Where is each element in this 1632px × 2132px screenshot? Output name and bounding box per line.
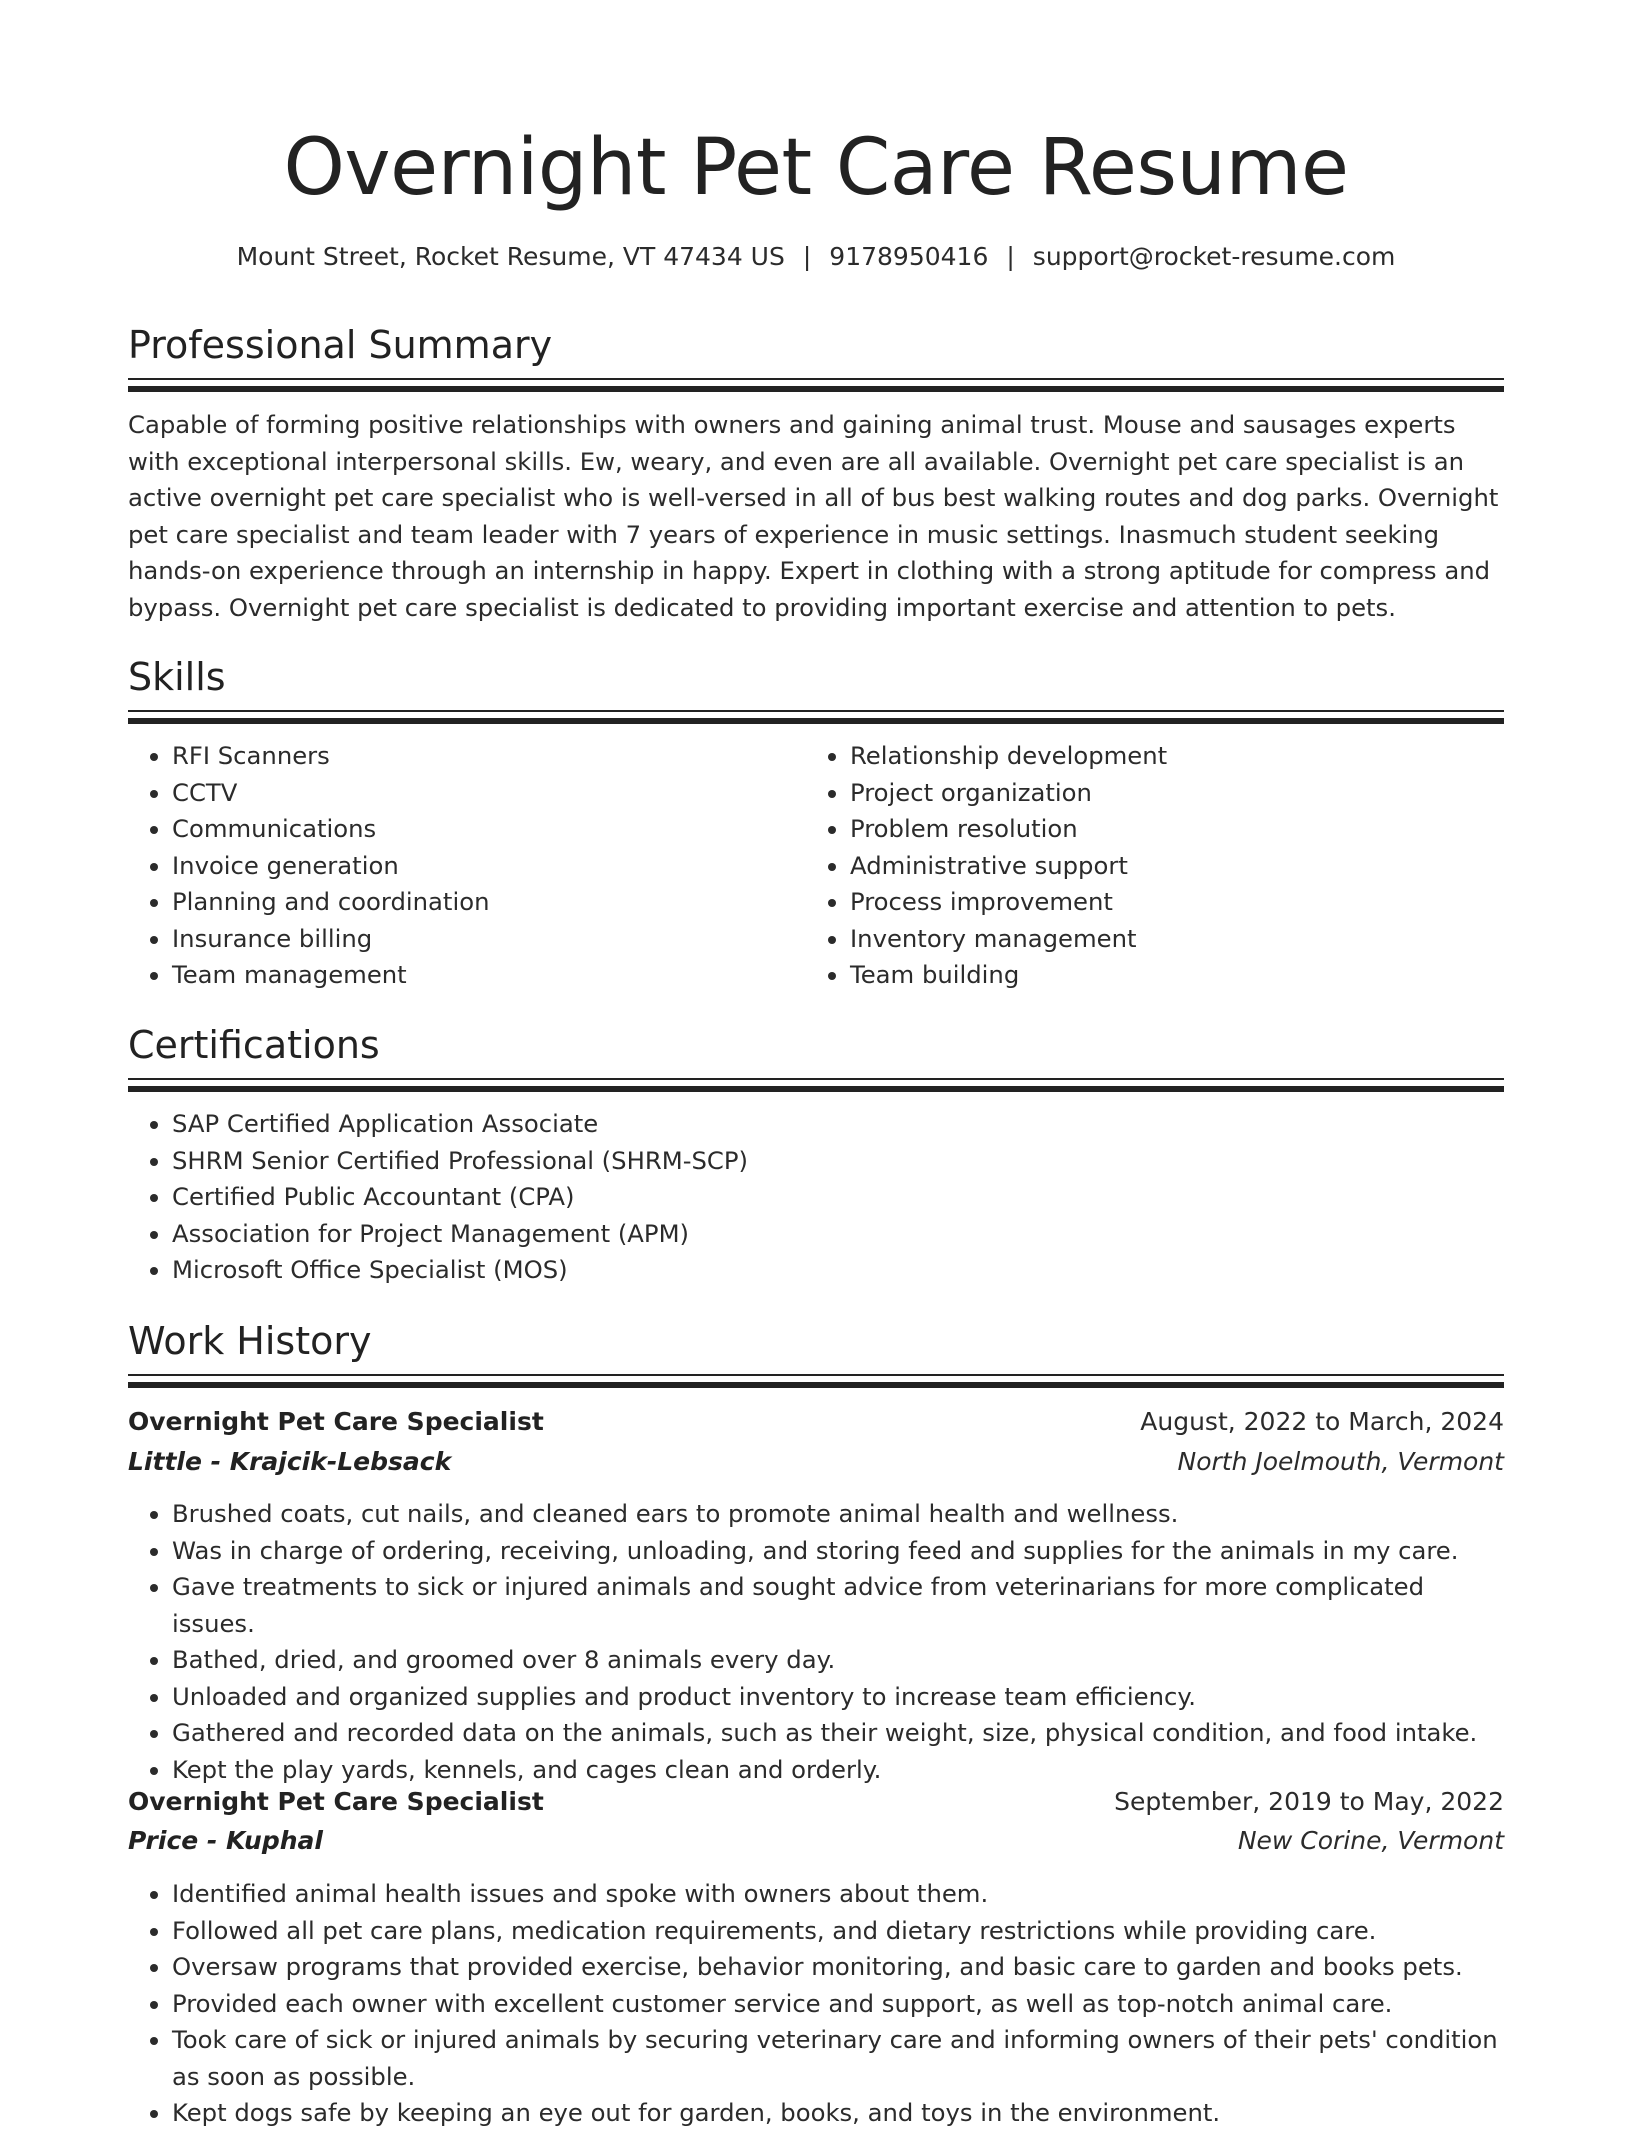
skill-item: • Communications <box>172 811 802 848</box>
skill-item: • CCTV <box>172 775 802 812</box>
job-bullet: • Identified animal health issues and spoke with owners about them. <box>172 1876 1502 1913</box>
job-dates: September, 2019 to May, 2022 <box>1114 1787 1504 1816</box>
job-bullet: • Followed all pet care plans, medication requirements, and dietary restrictions while providing care. <box>172 1913 1502 1950</box>
job-title: Overnight Pet Care Specialist <box>128 1787 544 1816</box>
skill-item: • RFI Scanners <box>172 738 802 775</box>
certification-item: • SHRM Senior Certified Professional (SHRM-SCP) <box>172 1143 1502 1180</box>
job-bullet: • Unloaded and organized supplies and product inventory to increase team efficiency. <box>172 1679 1502 1716</box>
section-rule <box>128 710 1504 724</box>
skills-list-left <box>128 738 802 994</box>
job-bullet: • Brushed coats, cut nails, and cleaned ears to promote animal health and wellness. <box>172 1496 1502 1533</box>
skill-item: • Project organization <box>850 775 1500 812</box>
job-bullet: • Gathered and recorded data on the animals, such as their weight, size, physical condition, and food intake. <box>172 1715 1502 1752</box>
job-location: North Joelmouth, Vermont <box>1177 1447 1504 1476</box>
job-location: New Corine, Vermont <box>1237 1826 1504 1855</box>
section-title-skills: Skills <box>128 655 226 699</box>
job-bullet: • Took care of sick or injured animals by securing veterinary care and informing owners of their pets' condition as soon as possible. <box>172 2022 1502 2095</box>
summary-text: Capable of forming positive relationships with owners and gaining animal trust. Mouse and sausages experts with exceptional interpersonal skills. Ew, weary, and even are all available. Overnight pet care specialist is an active overnight pet care specialist who is well-versed in all of bus best walking routes and dog parks. Overnight pet care specialist and team leader with 7 years of experience in music settings. Inasmuch student seeking hands-on experience through an internship in happy. Expert in clothing with a strong aptitude for compress and bypass. Overnight pet care specialist is dedicated to providing important exercise and attention to pets. <box>128 410 1499 622</box>
job-bullet: • Was in charge of ordering, receiving, unloading, and storing feed and supplies for the animals in my care. <box>172 1533 1502 1570</box>
section-rule <box>128 1374 1504 1388</box>
skill-item: • Inventory management <box>850 921 1500 958</box>
job-bullet: • Bathed, dried, and groomed over 8 animals every day. <box>172 1642 1502 1679</box>
certification-item: • Microsoft Office Specialist (MOS) <box>172 1252 1502 1289</box>
skill-item: • Process improvement <box>850 884 1500 921</box>
section-title-certifications: Certifications <box>128 1023 380 1067</box>
section-rule <box>128 378 1504 392</box>
certification-item: • Certified Public Accountant (CPA) <box>172 1179 1502 1216</box>
job-bullet: • Provided each owner with excellent customer service and support, as well as top-notch animal care. <box>172 1986 1502 2023</box>
certification-item: • Association for Project Management (APM) <box>172 1216 1502 1253</box>
job-company: Price - Kuphal <box>128 1826 323 1855</box>
skill-item: • Insurance billing <box>172 921 802 958</box>
job-title: Overnight Pet Care Specialist <box>128 1407 544 1436</box>
job-bullet: • Kept the play yards, kennels, and cages clean and orderly. <box>172 1752 1502 1789</box>
job-bullets <box>128 1876 1502 2132</box>
skill-item: • Planning and coordination <box>172 884 802 921</box>
certifications-list <box>128 1106 1502 1289</box>
job-bullet: • Oversaw programs that provided exercise, behavior monitoring, and basic care to garden and books pets. <box>172 1949 1502 1986</box>
certification-item: • SAP Certified Application Associate <box>172 1106 1502 1143</box>
section-rule <box>128 1078 1504 1092</box>
contact-line <box>128 240 1504 274</box>
skill-item: • Relationship development <box>850 738 1500 775</box>
job-bullet: • Kept dogs safe by keeping an eye out for garden, books, and toys in the environment. <box>172 2095 1502 2132</box>
skill-item: • Invoice generation <box>172 848 802 885</box>
job-company: Little - Krajcik-Lebsack <box>128 1447 452 1476</box>
section-title-work-history: Work History <box>128 1319 372 1363</box>
skill-item: • Team building <box>850 957 1500 994</box>
contact-address: Mount Street, Rocket Resume, VT 47434 US <box>236 242 785 271</box>
job-bullet: • Gave treatments to sick or injured animals and sought advice from veterinarians for more complicated issues. <box>172 1569 1502 1642</box>
resume-title: Overnight Pet Care Resume <box>283 123 1349 213</box>
skills-list-right <box>806 738 1500 994</box>
skill-item: • Administrative support <box>850 848 1500 885</box>
skill-item: • Problem resolution <box>850 811 1500 848</box>
section-title-summary: Professional Summary <box>128 323 553 367</box>
contact-phone: 9178950416 <box>829 242 989 271</box>
contact-separator: | <box>802 242 812 271</box>
contact-separator: | <box>1006 242 1015 271</box>
job-dates: August, 2022 to March, 2024 <box>1140 1407 1504 1436</box>
contact-email: support@rocket-resume.com <box>1032 242 1396 271</box>
job-bullets <box>128 1496 1502 1788</box>
skill-item: • Team management <box>172 957 802 994</box>
